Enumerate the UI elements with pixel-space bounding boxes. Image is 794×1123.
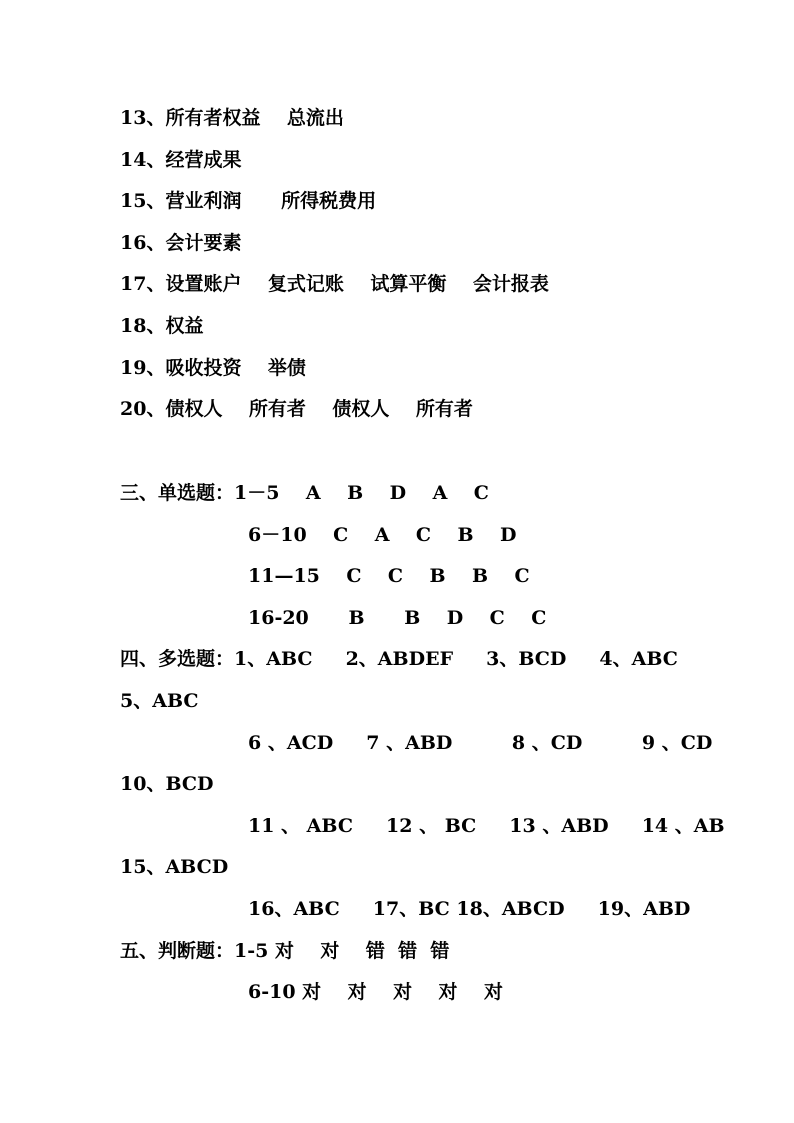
- fill-blank-answer-15: 15、营业利润 所得税费用: [120, 190, 377, 212]
- multiple-choice-row-6: 15、ABCD: [120, 856, 229, 878]
- fill-blank-answer-16: 16、会计要素: [120, 232, 242, 254]
- true-false-row-1: 1-5 对 对 错 错 错: [234, 940, 450, 962]
- multiple-choice-row-1: 1、ABC 2、ABDEF 3、BCD 4、ABC: [234, 648, 678, 670]
- single-choice-section: [120, 481, 489, 505]
- multiple-choice-section: [120, 647, 678, 671]
- single-choice-row-2: 6－10 C A C B D: [248, 524, 517, 546]
- multiple-choice-row-2: 5、ABC: [120, 690, 199, 712]
- multiple-choice-row-7: 16、ABC 17、BC 18、ABCD 19、ABD: [248, 898, 691, 920]
- multiple-choice-row-4: 10、BCD: [120, 773, 214, 795]
- single-choice-row-1: 1－5 A B D A C: [234, 482, 489, 504]
- fill-blank-answer-19: 19、吸收投资 举债: [120, 357, 306, 379]
- true-false-label: 五、判断题：: [120, 940, 235, 962]
- single-choice-row-4: 16-20 B B D C C: [248, 607, 547, 629]
- fill-blank-answer-17: 17、设置账户 复式记账 试算平衡 会计报表: [120, 273, 549, 295]
- fill-blank-answer-13: 13、所有者权益 总流出: [120, 107, 344, 129]
- fill-blank-answer-18: 18、权益: [120, 315, 204, 337]
- fill-blank-answer-14: 14、经营成果: [120, 149, 242, 171]
- single-choice-row-3: 11—15 C C B B C: [248, 565, 530, 587]
- true-false-section: [120, 939, 449, 963]
- fill-blank-answer-20: 20、债权人 所有者 债权人 所有者: [120, 398, 473, 420]
- multiple-choice-label: 四、多选题：: [120, 648, 235, 670]
- multiple-choice-row-5: 11 、 ABC 12 、 BC 13 、ABD 14 、AB: [248, 815, 725, 837]
- true-false-row-2: 6-10 对 对 对 对 对: [248, 981, 503, 1003]
- multiple-choice-row-3: 6 、ACD 7 、ABD 8 、CD 9 、CD: [248, 732, 713, 754]
- single-choice-label: 三、单选题：: [120, 482, 235, 504]
